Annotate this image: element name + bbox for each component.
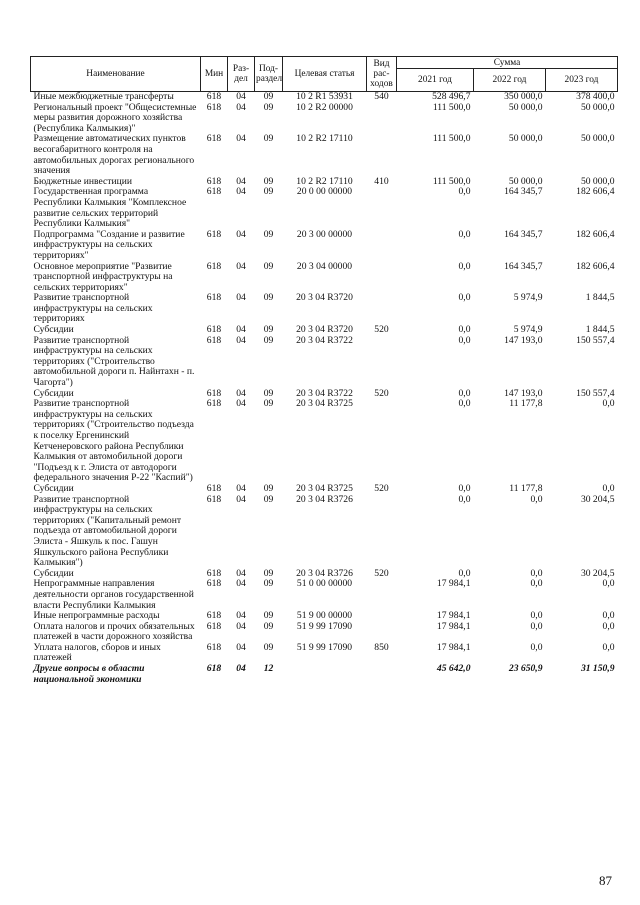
cell-vid-rashodov <box>367 336 397 389</box>
cell-vid-rashodov <box>367 579 397 611</box>
header-2023: 2023 год <box>546 69 618 92</box>
cell-podrazdel: 09 <box>263 292 274 304</box>
cell-sum-2021: 0,0 <box>458 567 471 579</box>
table-row <box>31 484 618 495</box>
cell-min: 618 <box>206 398 222 410</box>
cell-razdel: 04 <box>236 91 246 102</box>
cell-razdel: 04 <box>236 324 246 336</box>
cell-name: Субсидии <box>33 324 74 336</box>
cell-razdel: 04 <box>236 493 246 505</box>
cell-vid-rashodov: 850 <box>374 641 389 653</box>
cell-min: 618 <box>206 334 222 346</box>
cell-sum-2022: 0,0 <box>530 620 543 632</box>
cell-min: 618 <box>206 663 222 675</box>
cell-vid-rashodov: 520 <box>374 482 389 494</box>
header-podrazdel: Под-раздел <box>255 57 283 92</box>
cell-sum-2022: 50 000,0 <box>508 175 543 187</box>
cell-sum-2023: 50 000,0 <box>580 101 615 113</box>
cell-sum-2022: 164 345,7 <box>504 228 543 240</box>
cell-sum-2021: 528 496,7 <box>432 91 471 102</box>
cell-vid-rashodov: 520 <box>374 567 389 579</box>
table-row <box>31 622 618 643</box>
cell-min: 618 <box>206 482 222 494</box>
budget-table <box>30 56 618 685</box>
cell-sum-2023: 150 557,4 <box>576 334 615 346</box>
cell-sum-2021: 111 500,0 <box>432 101 471 113</box>
cell-vid-rashodov <box>367 495 397 569</box>
table-row <box>31 293 618 325</box>
cell-vid-rashodov <box>367 622 397 643</box>
table-row <box>31 495 618 569</box>
cell-podrazdel: 09 <box>263 228 274 240</box>
cell-vid-rashodov: 540 <box>374 91 389 102</box>
cell-name: Развитие транспортной инфраструктуры на сельских территориях ("Капитальный ремонт подъезда от автомобильной дороги Элиста - Яшкуль к пос. Гашун Яшкульского района Республики Калмыкия") <box>33 493 182 569</box>
cell-sum-2021: 0,0 <box>458 334 471 346</box>
cell-sum-2022: 0,0 <box>530 610 543 622</box>
table-row <box>31 103 618 135</box>
cell-sum-2022: 11 177,8 <box>509 398 543 410</box>
table-header <box>31 57 618 92</box>
cell-min: 618 <box>206 292 222 304</box>
cell-min: 618 <box>206 620 222 632</box>
table-row <box>31 336 618 389</box>
cell-name: Субсидии <box>33 482 74 494</box>
cell-celevaya-statya: 20 3 04 R3725 <box>296 398 353 410</box>
cell-podrazdel: 12 <box>263 663 274 675</box>
table-row <box>31 579 618 611</box>
cell-razdel: 04 <box>236 578 246 590</box>
cell-name: Иные межбюджетные трансферты <box>33 91 174 102</box>
cell-sum-2022: 164 345,7 <box>504 186 543 198</box>
cell-name: Оплата налогов и прочих обязательных платежей в части дорожного хозяйства <box>33 620 195 643</box>
cell-vid-rashodov <box>367 187 397 229</box>
cell-min: 618 <box>206 578 222 590</box>
cell-name: Субсидии <box>33 387 74 399</box>
cell-sum-2023: 50 000,0 <box>580 175 615 187</box>
cell-podrazdel: 09 <box>263 387 274 399</box>
cell-sum-2023: 378 400,0 <box>576 91 615 102</box>
cell-sum-2022: 147 193,0 <box>504 387 543 399</box>
cell-razdel: 04 <box>236 482 246 494</box>
cell-sum-2021: 0,0 <box>458 493 471 505</box>
cell-sum-2021: 0,0 <box>458 387 471 399</box>
cell-celevaya-statya: 10 2 R2 17110 <box>296 133 353 145</box>
header-vid-rashodov: Вид рас-ходов <box>367 57 397 92</box>
cell-vid-rashodov: 520 <box>374 324 389 336</box>
cell-name: Размещение автоматических пунктов весогабаритного контроля на автомобильных дорогах регионального значения <box>33 133 195 177</box>
cell-min: 618 <box>206 641 222 653</box>
cell-sum-2023: 0,0 <box>602 578 615 590</box>
cell-razdel: 04 <box>236 620 246 632</box>
cell-sum-2021: 111 500,0 <box>432 175 471 187</box>
cell-podrazdel: 09 <box>263 398 274 410</box>
header-summa: Сумма <box>397 57 618 69</box>
cell-celevaya-statya: 10 2 R1 53931 <box>296 91 353 102</box>
cell-celevaya-statya: 20 3 04 R3720 <box>296 292 353 304</box>
table-row <box>31 187 618 229</box>
cell-sum-2022: 50 000,0 <box>508 101 543 113</box>
cell-sum-2021: 0,0 <box>458 292 471 304</box>
cell-name: Развитие транспортной инфраструктуры на сельских территориях <box>33 292 153 325</box>
cell-sum-2021: 17 984,1 <box>436 610 471 622</box>
cell-razdel: 04 <box>236 387 246 399</box>
cell-sum-2022: 5 974,9 <box>513 324 543 336</box>
cell-razdel: 04 <box>236 133 246 145</box>
cell-sum-2021: 0,0 <box>458 228 471 240</box>
cell-sum-2021: 0,0 <box>458 260 471 272</box>
cell-podrazdel: 09 <box>263 186 274 198</box>
cell-celevaya-statya: 20 3 04 R3722 <box>296 387 353 399</box>
cell-razdel: 04 <box>236 260 246 272</box>
cell-vid-rashodov <box>367 103 397 135</box>
header-min: Мин <box>201 57 228 92</box>
cell-vid-rashodov <box>367 611 397 622</box>
cell-name: Развитие транспортной инфраструктуры на сельских территориях ("Строительство автомобильной дороги п. Найнтахн - п. Чагорта") <box>33 334 195 389</box>
table-total-row <box>31 664 618 685</box>
table-row <box>31 643 618 664</box>
cell-podrazdel: 09 <box>263 260 274 272</box>
cell-sum-2023: 50 000,0 <box>580 133 615 145</box>
cell-sum-2022: 0,0 <box>530 578 543 590</box>
cell-vid-rashodov: 410 <box>374 175 389 187</box>
cell-podrazdel: 09 <box>263 493 274 505</box>
cell-vid-rashodov <box>367 262 397 294</box>
cell-sum-2022: 23 650,9 <box>508 663 543 675</box>
cell-min: 618 <box>206 387 222 399</box>
cell-celevaya-statya: 51 9 00 00000 <box>296 610 353 622</box>
cell-podrazdel: 09 <box>263 324 274 336</box>
cell-name: Непрограммные направления деятельности органов государственной власти Республики Калмыкия <box>33 578 194 611</box>
cell-sum-2023: 1 844,5 <box>585 292 615 304</box>
cell-podrazdel: 09 <box>263 133 274 145</box>
cell-sum-2023: 30 204,5 <box>580 493 615 505</box>
cell-min: 618 <box>206 260 222 272</box>
cell-min: 618 <box>206 101 222 113</box>
cell-razdel: 04 <box>236 101 246 113</box>
cell-celevaya-statya: 20 3 04 R3726 <box>296 567 353 579</box>
cell-name: Иные непрограммные расходы <box>33 610 160 622</box>
cell-sum-2022: 147 193,0 <box>504 334 543 346</box>
cell-sum-2023: 30 204,5 <box>580 567 615 579</box>
cell-podrazdel: 09 <box>263 101 274 113</box>
cell-razdel: 04 <box>236 175 246 187</box>
cell-celevaya-statya: 51 9 99 17090 <box>296 620 353 632</box>
cell-sum-2021: 0,0 <box>458 324 471 336</box>
cell-razdel: 04 <box>236 567 246 579</box>
cell-sum-2023: 0,0 <box>602 641 615 653</box>
cell-sum-2021: 0,0 <box>458 482 471 494</box>
cell-sum-2023: 31 150,9 <box>580 663 615 675</box>
cell-razdel: 04 <box>236 641 246 653</box>
cell-celevaya-statya: 10 2 R2 17110 <box>296 175 353 187</box>
cell-name: Бюджетные инвестиции <box>33 175 132 187</box>
cell-podrazdel: 09 <box>263 641 274 653</box>
page-number: 87 <box>599 873 612 888</box>
cell-podrazdel: 09 <box>263 334 274 346</box>
cell-min: 618 <box>206 567 222 579</box>
cell-razdel: 04 <box>236 398 246 410</box>
cell-sum-2022: 5 974,9 <box>513 292 543 304</box>
cell-celevaya-statya: 51 0 00 00000 <box>296 578 353 590</box>
cell-sum-2022: 11 177,8 <box>509 482 543 494</box>
header-2021: 2021 год <box>397 69 474 92</box>
cell-sum-2023: 0,0 <box>602 398 615 410</box>
cell-sum-2022: 164 345,7 <box>504 260 543 272</box>
cell-sum-2021: 0,0 <box>458 398 471 410</box>
cell-min: 618 <box>206 175 222 187</box>
cell-name: Уплата налогов, сборов и иных платежей <box>33 641 161 664</box>
header-razdel: Раз-дел <box>228 57 255 92</box>
cell-sum-2023: 0,0 <box>602 482 615 494</box>
cell-celevaya-statya: 20 3 04 R3720 <box>296 324 353 336</box>
header-name: Наименование <box>31 57 201 92</box>
table-row <box>31 92 618 103</box>
cell-celevaya-statya: 20 3 00 00000 <box>296 228 353 240</box>
cell-sum-2021: 0,0 <box>458 186 471 198</box>
table-row <box>31 230 618 262</box>
cell-sum-2021: 17 984,1 <box>436 620 471 632</box>
cell-min: 618 <box>206 493 222 505</box>
cell-name: Региональный проект "Общесистемные меры развития дорожного хозяйства (Республика Калмыкия)" <box>33 101 197 134</box>
cell-celevaya-statya <box>283 664 367 685</box>
cell-razdel: 04 <box>236 610 246 622</box>
cell-podrazdel: 09 <box>263 91 274 102</box>
cell-sum-2021: 111 500,0 <box>432 133 471 145</box>
cell-podrazdel: 09 <box>263 620 274 632</box>
cell-razdel: 04 <box>236 334 246 346</box>
cell-name: Основное мероприятие "Развитие транспортной инфраструктуры на сельских территориях" <box>33 260 173 293</box>
cell-min: 618 <box>206 228 222 240</box>
cell-podrazdel: 09 <box>263 567 274 579</box>
table-row <box>31 399 618 484</box>
cell-sum-2021: 17 984,1 <box>436 641 471 653</box>
cell-sum-2023: 0,0 <box>602 620 615 632</box>
cell-min: 618 <box>206 133 222 145</box>
cell-min: 618 <box>206 186 222 198</box>
cell-celevaya-statya: 20 0 00 00000 <box>296 186 353 198</box>
cell-min: 618 <box>206 91 222 102</box>
cell-sum-2023: 182 606,4 <box>576 186 615 198</box>
header-celevaya-statya: Целевая статья <box>283 57 367 92</box>
cell-celevaya-statya: 10 2 R2 00000 <box>296 101 353 113</box>
cell-min: 618 <box>206 324 222 336</box>
cell-celevaya-statya: 20 3 04 00000 <box>296 260 353 272</box>
cell-sum-2023: 150 557,4 <box>576 387 615 399</box>
cell-sum-2022: 0,0 <box>530 641 543 653</box>
cell-vid-rashodov <box>367 664 397 685</box>
table-row <box>31 262 618 294</box>
cell-name: Другие вопросы в области национальной экономики <box>33 663 145 685</box>
cell-vid-rashodov <box>367 230 397 262</box>
cell-celevaya-statya: 51 9 99 17090 <box>296 641 353 653</box>
cell-sum-2022: 350 000,0 <box>504 91 543 102</box>
table-row <box>31 134 618 176</box>
cell-name: Развитие транспортной инфраструктуры на сельских территориях ("Строительство подъезда к поселку Ергенинский Кетченеровского района Республики Калмыкия от автомобильной дороги "Подъезд к г. Элиста от автодороги федерального значения Р-22 "Каспий") <box>33 398 194 484</box>
cell-name: Субсидии <box>33 567 74 579</box>
cell-sum-2022: 50 000,0 <box>508 133 543 145</box>
cell-razdel: 04 <box>236 186 246 198</box>
cell-sum-2021: 45 642,0 <box>436 663 471 675</box>
cell-name: Подпрограмма "Создание и развитие инфраструктуры на сельских территориях" <box>33 228 185 261</box>
cell-podrazdel: 09 <box>263 578 274 590</box>
cell-vid-rashodov <box>367 399 397 484</box>
cell-sum-2023: 182 606,4 <box>576 260 615 272</box>
cell-razdel: 04 <box>236 663 246 675</box>
cell-sum-2023: 182 606,4 <box>576 228 615 240</box>
cell-podrazdel: 09 <box>263 610 274 622</box>
cell-podrazdel: 09 <box>263 175 274 187</box>
cell-sum-2021: 17 984,1 <box>436 578 471 590</box>
cell-sum-2023: 1 844,5 <box>585 324 615 336</box>
cell-vid-rashodov <box>367 293 397 325</box>
cell-sum-2022: 0,0 <box>530 493 543 505</box>
header-2022: 2022 год <box>474 69 546 92</box>
cell-razdel: 04 <box>236 292 246 304</box>
cell-sum-2023: 0,0 <box>602 610 615 622</box>
cell-vid-rashodov: 520 <box>374 387 389 399</box>
table-body <box>31 92 618 686</box>
cell-name: Государственная программа Республики Калмыкия "Комплексное развитие сельских территорий Республики Калмыкия" <box>33 186 187 230</box>
cell-razdel: 04 <box>236 228 246 240</box>
cell-celevaya-statya: 20 3 04 R3725 <box>296 482 353 494</box>
cell-sum-2022: 0,0 <box>530 567 543 579</box>
cell-min: 618 <box>206 610 222 622</box>
cell-celevaya-statya: 20 3 04 R3726 <box>296 493 353 505</box>
cell-celevaya-statya: 20 3 04 R3722 <box>296 334 353 346</box>
cell-podrazdel: 09 <box>263 482 274 494</box>
cell-vid-rashodov <box>367 134 397 176</box>
